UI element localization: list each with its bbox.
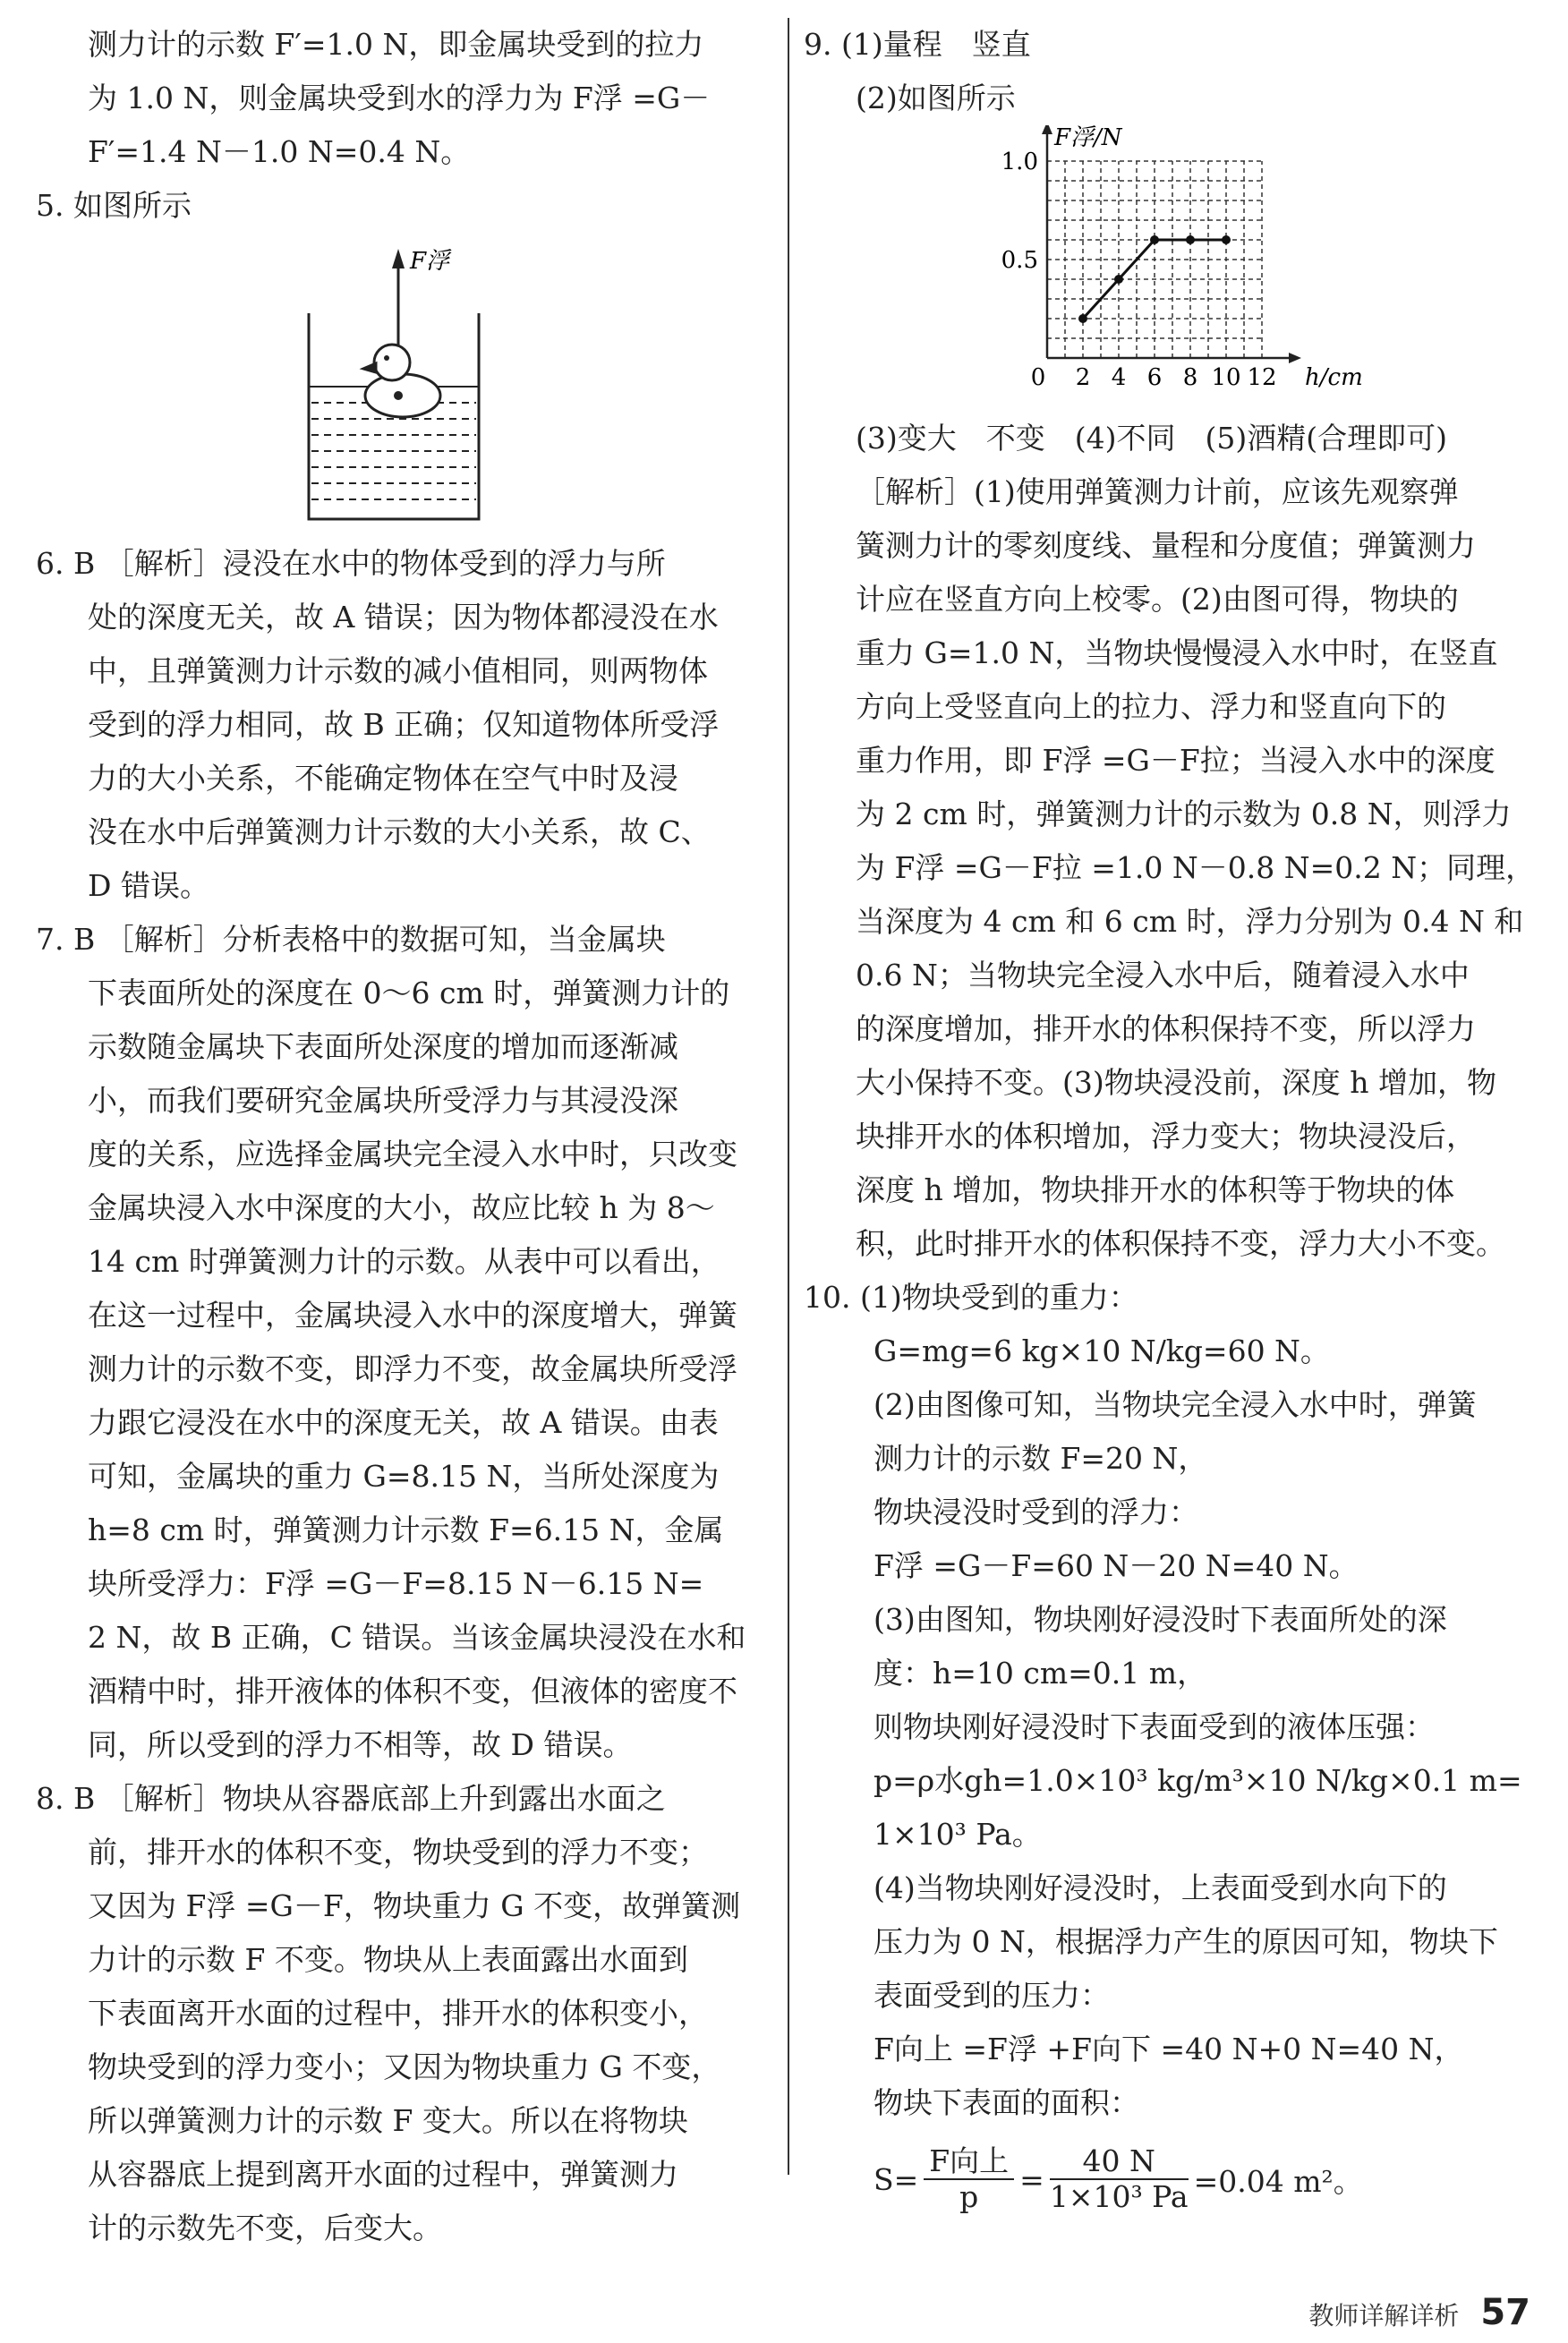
text-line: 力跟它浸没在水中的深度无关，故 A 错误。由表 <box>88 1405 719 1440</box>
text-line: 大小保持不变。(3)物块浸没前，深度 h 增加，物 <box>856 1065 1496 1100</box>
text-line: 下表面所处的深度在 0～6 cm 时，弹簧测力计的 <box>88 976 730 1010</box>
text-line: 1×10³ Pa。 <box>873 1817 1042 1852</box>
text-line: 从容器底上提到离开水面的过程中，弹簧测力 <box>88 2157 678 2192</box>
data-point <box>1114 275 1123 284</box>
text-line: (2)如图所示 <box>856 81 1016 115</box>
text-line: 可知，金属块的重力 G=8.15 N，当所处深度为 <box>88 1459 720 1494</box>
text-line: 积，此时排开水的体积保持不变，浮力大小不变。 <box>856 1226 1505 1261</box>
y-tick-label: 0.5 <box>1001 247 1038 274</box>
y-axis-label: F浮/N <box>1054 125 1122 151</box>
text-line: 在这一过程中，金属块浸入水中的深度增大，弹簧 <box>88 1298 737 1333</box>
data-point <box>1078 314 1087 323</box>
y-tick-label: 1.0 <box>1001 149 1038 175</box>
x-tick-label: 10 <box>1211 364 1241 391</box>
text-line: p=ρ水gh=1.0×10³ kg/m³×10 N/kg×0.1 m= <box>873 1763 1522 1798</box>
text-line: 块所受浮力：F浮 =G－F=8.15 N－6.15 N= <box>88 1566 704 1601</box>
text-line: ［解析］(1)使用弹簧测力计前，应该先观察弹 <box>856 474 1459 509</box>
text-line: 14 cm 时弹簧测力计的示数。从表中可以看出， <box>88 1244 720 1279</box>
duck-figure <box>36 233 779 537</box>
fraction-numerator: 40 N <box>1050 2144 1189 2180</box>
x-tick-label: 8 <box>1182 364 1198 391</box>
text-line: 为 F浮 =G－F拉 =1.0 N－0.8 N=0.2 N；同理， <box>856 850 1536 885</box>
text-line: 簧测力计的零刻度线、量程和分度值；弹簧测力 <box>856 528 1476 563</box>
question-7: 7. B ［解析］分析表格中的数据可知，当金属块 <box>36 922 666 957</box>
question-9: 9. (1)量程 竖直 <box>804 27 1031 62</box>
text-line: 为 1.0 N，则金属块受到水的浮力为 F浮 =G－ <box>88 81 711 115</box>
text-line: 力计的示数 F 不变。物块从上表面露出水面到 <box>88 1942 688 1977</box>
text-line: G=mg=6 kg×10 N/kg=60 N。 <box>873 1333 1330 1368</box>
text-line: 下表面离开水面的过程中，排开水的体积变小， <box>88 1996 708 2031</box>
data-point <box>1186 235 1195 244</box>
text-line: (4)当物块刚好浸没时，上表面受到水向下的 <box>873 1870 1447 1905</box>
fraction-denominator: p <box>959 2179 979 2214</box>
data-point <box>1150 235 1159 244</box>
column-divider <box>788 18 789 2175</box>
question-5: 5. 如图所示 <box>36 188 192 223</box>
left-column <box>36 18 779 2255</box>
text-line: 当深度为 4 cm 和 6 cm 时，浮力分别为 0.4 N 和 <box>856 904 1524 939</box>
duck-icon <box>363 345 440 417</box>
text-line: 块排开水的体积增加，浮力变大；物块浸没后， <box>856 1119 1476 1154</box>
text-line: 又因为 F浮 =G－F，物块重力 G 不变，故弹簧测 <box>88 1888 741 1923</box>
text-line: 测力计的示数不变，即浮力不变，故金属块所受浮 <box>88 1351 737 1386</box>
footer-label: 教师详解详析 <box>1308 2301 1460 2330</box>
text-line: 同，所以受到的浮力不相等，故 D 错误。 <box>88 1727 633 1762</box>
text-line: F′=1.4 N－1.0 N=0.4 N。 <box>88 134 471 169</box>
buoyancy-depth-chart <box>804 125 1538 412</box>
text-line: 酒精中时，排开液体的体积不变，但液体的密度不 <box>88 1674 737 1708</box>
x-axis-arrow <box>1289 353 1301 363</box>
x-tick-label: 6 <box>1146 364 1163 391</box>
x-tick-label: 0 <box>1030 364 1046 391</box>
text-line: 受到的浮力相同，故 B 正确；仅知道物体所受浮 <box>88 707 720 742</box>
data-point <box>1222 235 1231 244</box>
x-tick-label: 2 <box>1075 364 1091 391</box>
text-line: 重力作用，即 F浮 =G－F拉；当浸入水中的深度 <box>856 743 1496 778</box>
text-line: 金属块浸入水中深度的大小，故应比较 h 为 8～ <box>88 1190 715 1225</box>
page-number: 57 <box>1480 2292 1530 2333</box>
text-line: 物块浸没时受到的浮力： <box>873 1495 1198 1529</box>
question-6: 6. B ［解析］浸没在水中的物体受到的浮力与所 <box>36 546 666 581</box>
text-line: 中，且弹簧测力计示数的减小值相同，则两物体 <box>88 653 708 688</box>
text-line: 小，而我们要研究金属块所受浮力与其浸没深 <box>88 1083 678 1118</box>
text-line: 物块下表面的面积： <box>873 2085 1139 2120</box>
text-line: 表面受到的压力： <box>873 1978 1110 2013</box>
text-line: 所以弹簧测力计的示数 F 变大。所以在将物块 <box>88 2103 688 2138</box>
text-line: 处的深度无关，故 A 错误；因为物体都浸没在水 <box>88 600 719 635</box>
text-line: 重力 G=1.0 N，当物块慢慢浸入水中时，在竖直 <box>856 635 1498 670</box>
text-line: 物块受到的浮力变小；又因为物块重力 G 不变， <box>88 2049 721 2084</box>
y-axis-arrow <box>1042 125 1052 134</box>
x-axis-label: h/cm <box>1305 364 1363 391</box>
text-line: 示数随金属块下表面所处深度的增加而逐渐减 <box>88 1029 678 1064</box>
question-8: 8. B ［解析］物块从容器底部上升到露出水面之 <box>36 1781 666 1816</box>
text-line: 2 N，故 B 正确，C 错误。当该金属块浸没在水和 <box>88 1620 746 1655</box>
formula-result: =0.04 m²。 <box>1193 2163 1363 2199</box>
text-line: (3)由图知，物块刚好浸没时下表面所处的深 <box>873 1602 1447 1637</box>
duck-in-water-diagram <box>36 233 779 537</box>
text-line: 方向上受竖直向上的拉力、浮力和竖直向下的 <box>856 689 1446 724</box>
text-line: 0.6 N；当物块完全浸入水中后，随着浸入水中 <box>856 958 1470 993</box>
fraction-force-pressure <box>924 2144 1014 2214</box>
formula-lhs: S= <box>873 2161 919 2197</box>
text-line: 力的大小关系，不能确定物体在空气中时及浸 <box>88 761 678 796</box>
formula-equals: = <box>1019 2161 1044 2197</box>
x-tick-label: 4 <box>1111 364 1127 391</box>
page-footer <box>1308 2280 1530 2334</box>
question-10: 10. (1)物块受到的重力： <box>804 1280 1138 1315</box>
text-line: 计应在竖直方向上校零。(2)由图可得，物块的 <box>856 582 1459 617</box>
area-formula <box>804 2130 1538 2228</box>
fraction-values <box>1050 2144 1189 2214</box>
text-line: D 错误。 <box>88 868 209 903</box>
x-tick-label: 12 <box>1247 364 1277 391</box>
text-line: 测力计的示数 F′=1.0 N，即金属块受到的拉力 <box>88 27 704 62</box>
text-line: 的深度增加，排开水的体积保持不变，所以浮力 <box>856 1011 1476 1046</box>
text-line: 度的关系，应选择金属块完全浸入水中时，只改变 <box>88 1137 737 1172</box>
text-line: 为 2 cm 时，弹簧测力计的示数为 0.8 N，则浮力 <box>856 797 1512 831</box>
text-line: F向上 =F浮 +F向下 =40 N+0 N=40 N， <box>873 2032 1464 2066</box>
right-column <box>804 18 1538 2228</box>
text-line: (2)由图像可知，当物块完全浸入水中时，弹簧 <box>873 1387 1477 1422</box>
text-line: 压力为 0 N，根据浮力产生的原因可知，物块下 <box>873 1924 1498 1959</box>
text-line: 度：h=10 cm=0.1 m， <box>873 1656 1207 1691</box>
text-line: 测力计的示数 F=20 N， <box>873 1441 1208 1476</box>
text-line: 则物块刚好浸没时下表面受到的液体压强： <box>873 1709 1435 1744</box>
text-line: F浮 =G－F=60 N－20 N=40 N。 <box>873 1548 1359 1583</box>
text-line: 计的示数先不变，后变大。 <box>88 2211 442 2245</box>
fraction-numerator: F向上 <box>924 2144 1014 2180</box>
text-line: (3)变大 不变 (4)不同 (5)酒精(合理即可) <box>856 421 1447 456</box>
buoyancy-label: F浮 <box>410 248 450 275</box>
text-line: 前，排开水的体积不变，物块受到的浮力不变； <box>88 1835 708 1870</box>
fraction-denominator: 1×10³ Pa <box>1049 2179 1189 2214</box>
text-line: h=8 cm 时，弹簧测力计示数 F=6.15 N，金属 <box>88 1512 724 1547</box>
chart-figure <box>804 125 1538 412</box>
text-line: 没在水中后弹簧测力计示数的大小关系，故 C、 <box>88 814 711 849</box>
text-line: 深度 h 增加，物块排开水的体积等于物块的体 <box>856 1172 1455 1207</box>
